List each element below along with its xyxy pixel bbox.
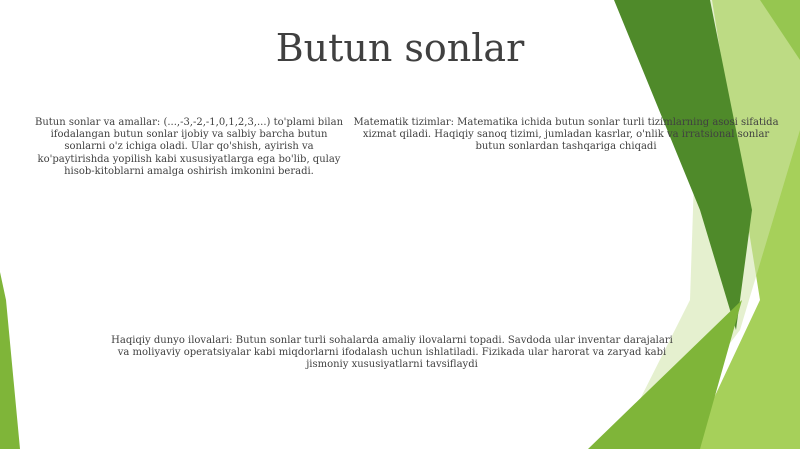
paragraph-real-world-applications: Haqiqiy dunyo ilovalari: Butun sonlar turli sohalarda amaliy ilovalarni topadi. Savdoda ular inventar darajalari va moliyaviy operatsiyalar kabi miqdorlarni ifodalash uchun ishlatiladi. Fizikada ular harorat va zaryad kabi jismoniy xususiyatlarni tavsiflaydi <box>111 335 673 371</box>
paragraph-integers-operations: Butun sonlar va amallar: (...,-3,-2,-1,0,1,2,3,...) to'plami bilan ifodalangan butun sonlar ijobiy va salbiy barcha butun sonlarni o'z ichiga oladi. Ular qo'shish, ayirish va ko'paytirishda yopilish kabi xususiyatlarga ega bo'lib, qulay hisob-kitoblarni amalga oshirish imkonini beradi. <box>34 117 344 177</box>
paragraph-math-systems: Matematik tizimlar: Matematika ichida butun sonlar turli tizimlarning asosi sifatida xizmat qiladi. Haqiqiy sanoq tizimi, jumladan kasrlar, o'nlik va irratsional sonlar butun sonlardan tashqariga chiqadi <box>353 117 779 153</box>
left-green-sliver <box>0 272 20 449</box>
slide-title: Butun sonlar <box>275 26 525 70</box>
